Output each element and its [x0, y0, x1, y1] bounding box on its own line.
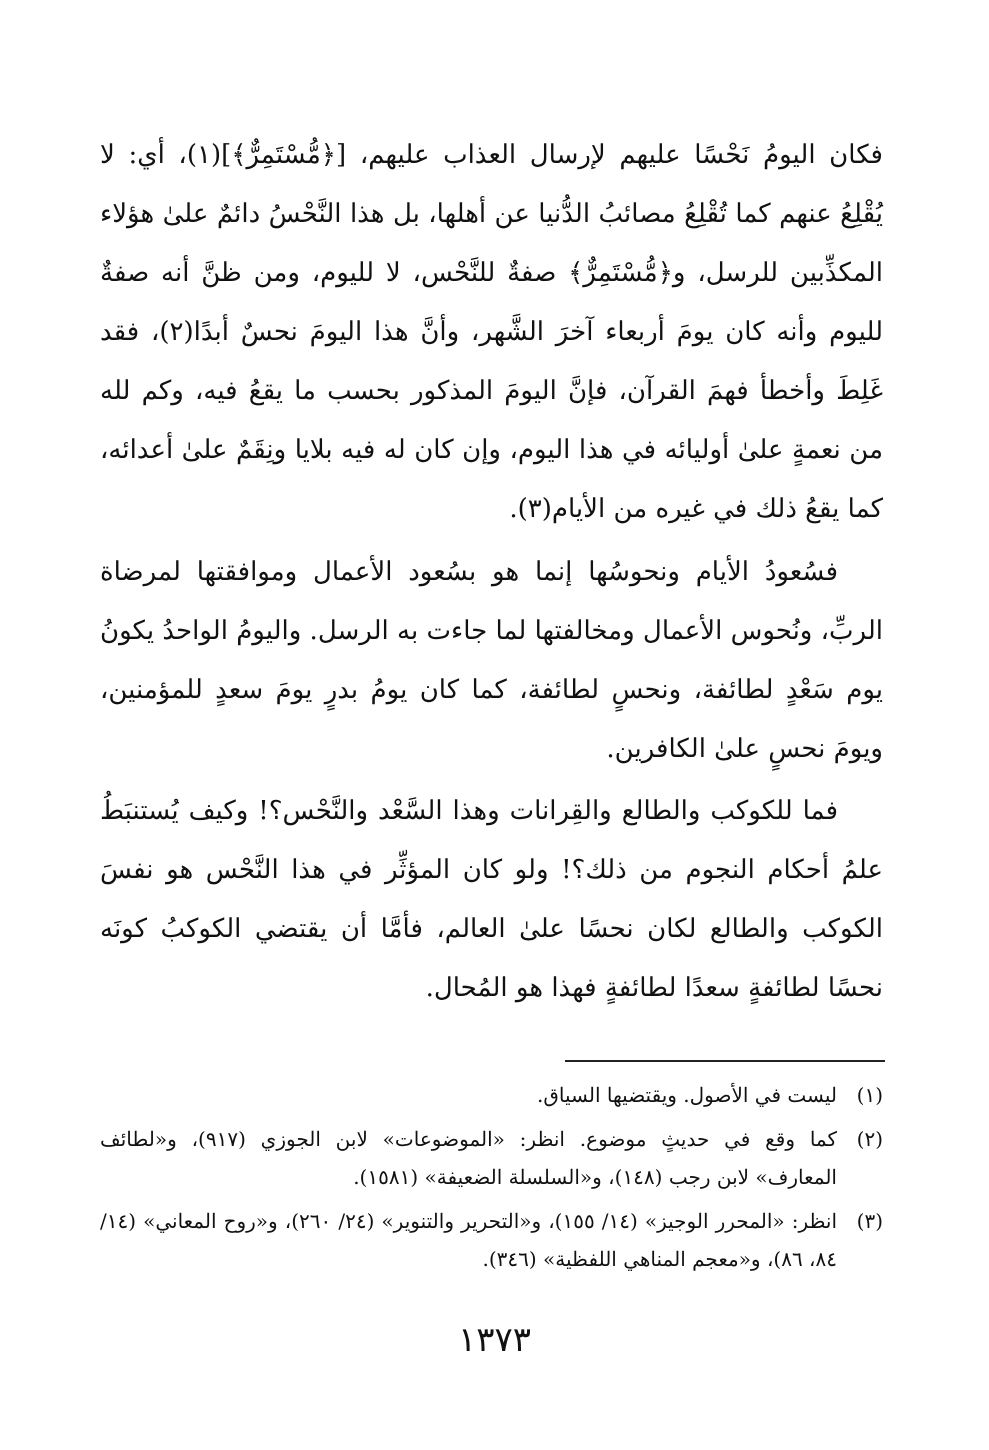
footnote-text: ليست في الأصول. ويقتضيها السياق.	[537, 1083, 837, 1107]
body-paragraph-1: فكان اليومُ نَحْسًا عليهم لإرسال العذاب عليهم، [﴿مُّسْتَمِرٌّ﴾](١)، أي: لا يُقْلِعُ عنهم كما تُقْلِعُ مصائبُ الدُّنيا عن أهلها، بل هذا النَّحْسُ دائمٌ علىٰ هؤلاء المكذِّبين للرسل، و﴿مُّسْتَمِرٌّ﴾ صفةٌ للنَّحْس، لا لليوم، ومن ظنَّ أنه صفةٌ لليوم وأنه كان يومَ أربعاء آخرَ الشَّهر، وأنَّ هذا اليومَ نحسٌ أبدًا(٢)، فقد غَلِطَ وأخطأ فهمَ القرآن، فإنَّ اليومَ المذكور بحسب ما يقعُ فيه، وكم لله من نعمةٍ علىٰ أوليائه في هذا اليوم، وإن كان له فيه بلايا ونِقَمٌ علىٰ أعدائه، كما يقعُ ذلك في غيره من الأيام(٣).	[100, 140, 883, 524]
footnote-number: (٣)	[856, 1209, 883, 1233]
footnote-text: كما وقع في حديثٍ موضوع. انظر: «الموضوعات» لابن الجوزي (٩١٧)، و«لطائف المعارف» لابن رجب (١٤٨)، و«السلسلة الضعيفة» (١٥٨١).	[100, 1127, 837, 1189]
footnotes-section	[100, 1076, 883, 1284]
body-paragraph-2: فسُعودُ الأيام ونحوسُها إنما هو بسُعود الأعمال وموافقتها لمرضاة الربِّ، ونُحوس الأعمال ومخالفتها لما جاءت به الرسل. واليومُ الواحدُ يكونُ يوم سَعْدٍ لطائفة، ونحسٍ لطائفة، كما كان يومُ بدرٍ يومَ سعدٍ للمؤمنين، ويومَ نحسٍ علىٰ الكافرين.	[100, 557, 883, 764]
footnote-3	[100, 1202, 883, 1278]
footnote-separator-line	[565, 1060, 885, 1062]
footnote-2	[100, 1120, 883, 1196]
footnote-text: انظر: «المحرر الوجيز» (١٤/ ١٥٥)، و«التحرير والتنوير» (٢٤/ ٢٦٠)، و«روح المعاني» (١٤/ ٨٤، ٨٦)، و«معجم المناهي اللفظية» (٣٤٦).	[100, 1209, 838, 1271]
footnote-number: (٢)	[856, 1127, 883, 1151]
body-paragraph-3: فما للكوكب والطالع والقِرانات وهذا السَّعْد والنَّحْس؟! وكيف يُستنبَطُ علمُ أحكام النجوم من ذلك؟! ولو كان المؤثِّر في هذا النَّحْس هو نفسَ الكوكب والطالع لكان نحسًا علىٰ العالم، فأمَّا أن يقتضي الكوكبُ كونَه نحسًا لطائفةٍ سعدًا لطائفةٍ فهذا هو المُحال.	[100, 796, 883, 1003]
footnote-1	[100, 1076, 883, 1114]
footnote-number: (١)	[856, 1083, 883, 1107]
page-number: ١٣٧٣	[457, 1320, 532, 1360]
